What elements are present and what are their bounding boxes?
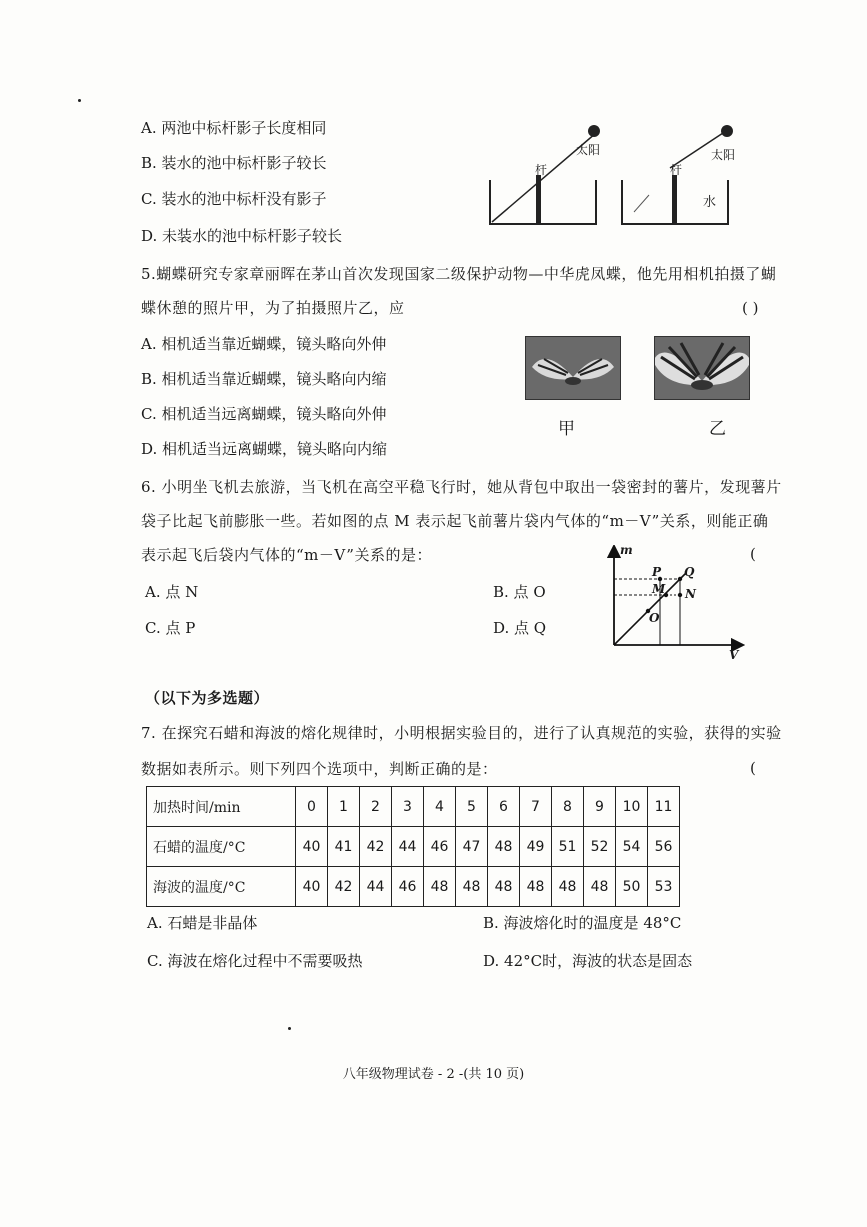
q4-option-d: D. 未装水的池中标杆影子较长 <box>141 227 343 245</box>
q7-stem-line2: 数据如表所示。则下列四个选项中，判断正确的是： <box>141 760 498 778</box>
q4-option-b: B. 装水的池中标杆影子较长 <box>141 154 327 172</box>
q5-option-a: A. 相机适当靠近蝴蝶，镜头略向外伸 <box>141 335 387 353</box>
q5-stem-line2: 蝶休憩的照片甲，为了拍摄照片乙，应 <box>141 299 405 317</box>
table-cell: 56 <box>648 827 680 867</box>
table-cell: 54 <box>616 827 648 867</box>
table-cell: 50 <box>616 867 648 907</box>
table-cell: 10 <box>616 787 648 827</box>
scan-mark <box>288 1027 291 1030</box>
table-cell: 40 <box>296 827 328 867</box>
table-cell: 石蜡的温度/°C <box>147 827 296 867</box>
table-cell: 9 <box>584 787 616 827</box>
table-cell: 48 <box>424 867 456 907</box>
q6-stem-line2: 袋子比起飞前膨胀一些。若如图的点 M 表示起飞前薯片袋内气体的“m－V”关系，则能正确 <box>141 512 769 530</box>
q5-option-d: D. 相机适当远离蝴蝶，镜头略向内缩 <box>141 440 388 458</box>
q4-water-label: 水 <box>703 195 717 210</box>
table-cell: 7 <box>520 787 552 827</box>
table-header-row <box>147 787 680 827</box>
q7-answer-bracket: ( <box>750 759 756 777</box>
table-cell: 51 <box>552 827 584 867</box>
table-cell: 4 <box>424 787 456 827</box>
table-cell: 40 <box>296 867 328 907</box>
q4-pole-label-right: 杆 <box>670 163 683 177</box>
table-cell: 42 <box>360 827 392 867</box>
table-cell: 海波的温度/°C <box>147 867 296 907</box>
q5-stem-line1: 5.蝴蝶研究专家章丽晖在茅山首次发现国家二级保护动物—中华虎凤蝶，他先用相机拍摄了蝴 <box>141 265 777 283</box>
table-cell: 48 <box>520 867 552 907</box>
graph-point-o: O <box>649 611 660 625</box>
photo-label-jia: 甲 <box>558 419 575 439</box>
table-cell: 8 <box>552 787 584 827</box>
table-cell: 5 <box>456 787 488 827</box>
q7-option-b: B. 海波熔化时的温度是 48°C <box>483 914 682 932</box>
table-cell: 11 <box>648 787 680 827</box>
butterfly-photo-yi <box>654 336 750 400</box>
table-cell: 42 <box>328 867 360 907</box>
butterfly-photo-jia <box>525 336 621 400</box>
q6-stem-line1: 6. 小明坐飞机去旅游，当飞机在高空平稳飞行时，她从背包中取出一袋密封的薯片，发现薯片 <box>141 478 782 496</box>
q7-stem-line1: 7. 在探究石蜡和海波的熔化规律时，小明根据实验目的，进行了认真规范的实验，获得的实验 <box>141 724 782 742</box>
table-cell: 0 <box>296 787 328 827</box>
table-cell: 48 <box>488 867 520 907</box>
melting-data-table <box>146 786 680 907</box>
q4-pole-label-left: 杆 <box>535 163 548 177</box>
table-cell: 47 <box>456 827 488 867</box>
table-row-paraffin <box>147 827 680 867</box>
table-cell: 3 <box>392 787 424 827</box>
table-cell: 加热时间/min <box>147 787 296 827</box>
q6-option-a: A. 点 N <box>145 583 199 601</box>
table-cell: 2 <box>360 787 392 827</box>
scan-mark <box>78 99 81 102</box>
table-cell: 46 <box>392 867 424 907</box>
photo-label-yi: 乙 <box>709 419 726 439</box>
m-v-graph <box>600 545 745 665</box>
graph-x-axis-label: V <box>729 648 739 662</box>
graph-point-n: N <box>685 587 696 601</box>
table-cell: 46 <box>424 827 456 867</box>
q6-stem-line3: 表示起飞后袋内气体的“m－V”关系的是： <box>141 546 432 564</box>
table-cell: 48 <box>552 867 584 907</box>
graph-point-p: P <box>652 565 662 579</box>
graph-point-m: M <box>652 582 666 596</box>
q4-option-a: A. 两池中标杆影子长度相同 <box>141 119 327 137</box>
table-cell: 49 <box>520 827 552 867</box>
table-row-hypo <box>147 867 680 907</box>
q4-sun-label-right: 太阳 <box>711 148 736 162</box>
q5-option-c: C. 相机适当远离蝴蝶，镜头略向外伸 <box>141 405 387 423</box>
q4-option-c: C. 装水的池中标杆没有影子 <box>141 190 327 208</box>
q4-pools-figure <box>484 120 754 230</box>
q4-sun-label-left: 太阳 <box>576 143 601 157</box>
table-cell: 48 <box>584 867 616 907</box>
q5-answer-bracket: ( ) <box>742 299 759 317</box>
page-footer: 八年级物理试卷 - 2 -(共 10 页) <box>342 1067 525 1082</box>
table-cell: 44 <box>392 827 424 867</box>
table-cell: 41 <box>328 827 360 867</box>
q6-answer-bracket: ( <box>750 545 756 563</box>
q7-option-d: D. 42°C时，海波的状态是固态 <box>483 952 693 970</box>
q6-option-c: C. 点 P <box>145 619 196 637</box>
q7-option-a: A. 石蜡是非晶体 <box>147 914 258 932</box>
table-cell: 52 <box>584 827 616 867</box>
q5-option-b: B. 相机适当靠近蝴蝶，镜头略向内缩 <box>141 370 387 388</box>
table-cell: 53 <box>648 867 680 907</box>
q6-option-d: D. 点 Q <box>493 619 547 637</box>
graph-y-axis-label: m <box>620 543 633 557</box>
table-cell: 1 <box>328 787 360 827</box>
graph-point-q: Q <box>684 565 695 579</box>
table-cell: 6 <box>488 787 520 827</box>
q7-option-c: C. 海波在熔化过程中不需要吸热 <box>147 952 363 970</box>
table-cell: 48 <box>456 867 488 907</box>
q6-option-b: B. 点 O <box>493 583 546 601</box>
table-cell: 48 <box>488 827 520 867</box>
table-cell: 44 <box>360 867 392 907</box>
multi-choice-note: （以下为多选题） <box>145 689 270 707</box>
